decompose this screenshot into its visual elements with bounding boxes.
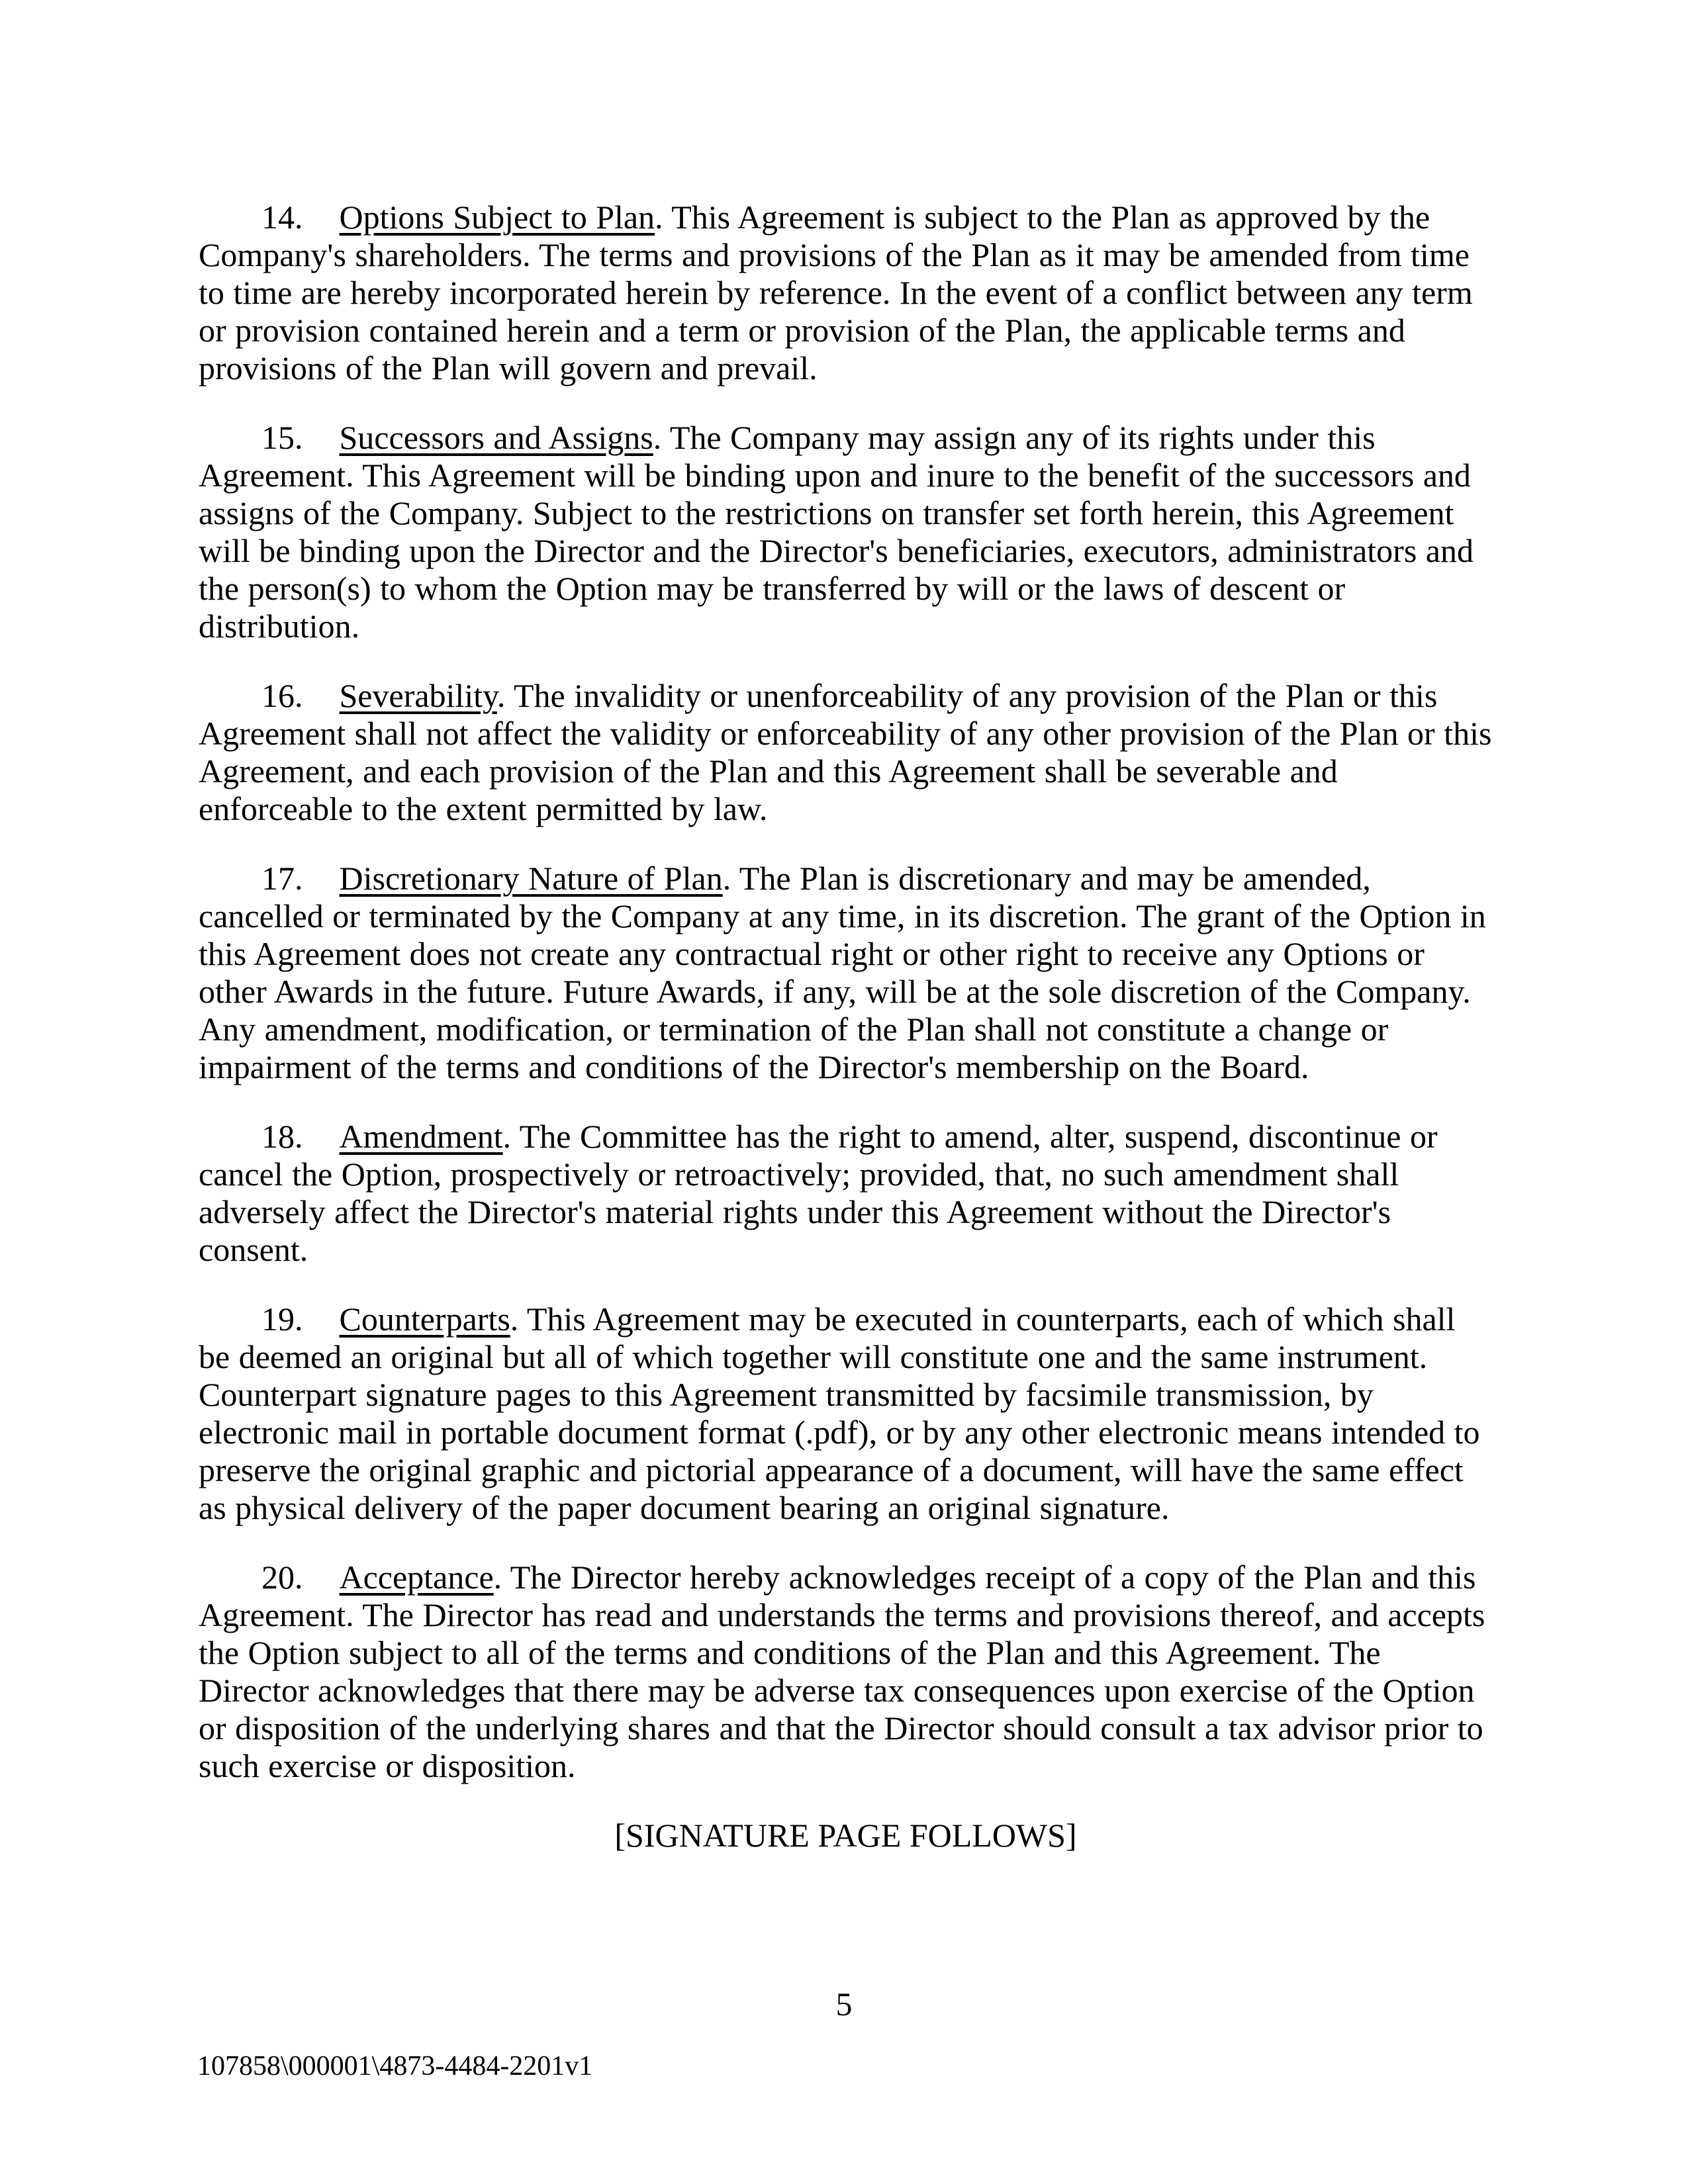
paragraph-body: . The Director hereby acknowledges receipt of a copy of the Plan and this Agreement. The Director has read and understands the terms and provisions thereof, and accepts the Option subject to all of the terms and conditions of the Plan and this Agreement. The Director acknowledges that there may be adverse tax consequences upon exercise of the Option or disposition of the underlying shares and that the Director should consult a tax advisor prior to such exercise or disposition. — [199, 1559, 1485, 1784]
paragraph-19 — [199, 1300, 1493, 1527]
paragraph-17 — [199, 860, 1493, 1086]
paragraph-body: . The Company may assign any of its rights under this Agreement. This Agreement will be binding upon and inure to the benefit of the successors and assigns of the Company. Subject to the restrictions on transfer set forth herein, this Agreement will be binding upon the Director and the Director's beneficiaries, executors, administrators and the person(s) to whom the Option may be transferred by will or the laws of descent or distribution. — [199, 419, 1474, 645]
paragraph-18 — [199, 1118, 1493, 1269]
paragraph-14 — [199, 199, 1493, 387]
document-body — [199, 199, 1493, 1854]
paragraph-heading: Options Subject to Plan — [339, 199, 655, 236]
paragraph-heading: Severability — [339, 677, 497, 714]
paragraph-body: . The invalidity or unenforceability of any provision of the Plan or this Agreement shall not affect the validity or enforceability of any other provision of the Plan or this Agreement, and each provision of the Plan and this Agreement shall be severable and enforceable to the extent permitted by law. — [199, 677, 1492, 827]
paragraph-heading: Acceptance — [339, 1559, 494, 1596]
document-id-footer: 107858\000001\4873-4484-2201v1 — [197, 2051, 593, 2081]
paragraph-body: . The Plan is discretionary and may be amended, cancelled or terminated by the Company at any time, in its discretion. The grant of the Option in this Agreement does not create any contractual right or other right to receive any Options or other Awards in the future. Future Awards, if any, will be at the sole discretion of the Company. Any amendment, modification, or termination of the Plan shall not constitute a change or impairment of the terms and conditions of the Director's membership on the Board. — [199, 860, 1486, 1085]
paragraph-heading: Amendment — [339, 1118, 503, 1155]
paragraph-number: 15. — [261, 419, 303, 456]
paragraph-number: 20. — [261, 1559, 303, 1596]
paragraph-15 — [199, 419, 1493, 645]
paragraph-body: . This Agreement may be executed in counterparts, each of which shall be deemed an original but all of which together will constitute one and the same instrument. Counterpart signature pages to this Agreement transmitted by facsimile transmission, by electronic mail in portable document format (.pdf), or by any other electronic means intended to preserve the original graphic and pictorial appearance of a document, will have the same effect as physical delivery of the paper document bearing an original signature. — [199, 1300, 1480, 1526]
paragraph-20 — [199, 1559, 1493, 1785]
paragraph-body: . This Agreement is subject to the Plan as approved by the Company's shareholders. The terms and provisions of the Plan as it may be amended from time to time are hereby incorporated herein by reference. In the event of a conflict between any term or provision contained herein and a term or provision of the Plan, the applicable terms and provisions of the Plan will govern and prevail. — [199, 199, 1473, 387]
signature-page-note: [SIGNATURE PAGE FOLLOWS] — [614, 1817, 1077, 1854]
paragraph-number: 19. — [261, 1300, 303, 1338]
paragraph-number: 14. — [261, 199, 303, 236]
paragraph-16 — [199, 677, 1493, 828]
page-number: 5 — [835, 1985, 853, 2023]
paragraph-number: 17. — [261, 860, 303, 897]
paragraph-heading: Successors and Assigns — [339, 419, 653, 456]
paragraph-body: . The Committee has the right to amend, alter, suspend, discontinue or cancel the Option, prospectively or retroactively; provided, that, no such amendment shall adversely affect the Director's material rights under this Agreement without the Director's consent. — [199, 1118, 1438, 1268]
paragraph-number: 16. — [261, 677, 303, 714]
paragraph-heading: Discretionary Nature of Plan — [339, 860, 723, 897]
paragraph-heading: Counterparts — [339, 1300, 510, 1338]
paragraph-number: 18. — [261, 1118, 303, 1155]
